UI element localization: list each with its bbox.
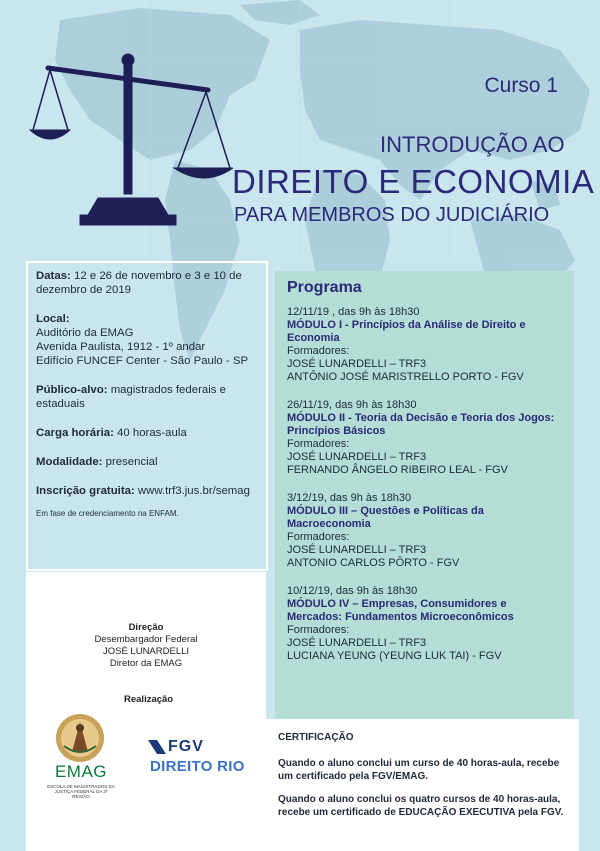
module-title: MÓDULO II - Teoria da Decisão e Teoria dos Jogos: Princípios Básicos [287,412,555,437]
direction-label: Direção [128,622,164,633]
workload-block [36,426,258,440]
registration-link[interactable]: www.trf3.jus.br/semag [137,485,250,497]
realization-label: Realização [124,694,174,705]
module-title: MÓDULO I - Princípios da Análise de Direito e Economia [287,319,526,344]
location-line: Edifício FUNCEF Center - São Paulo - SP [36,355,249,367]
formadores-label: Formadores: [287,624,350,636]
module-block [287,399,562,477]
module-block [287,585,562,663]
instructor: ANTONIO CARLOS PÔRTO - FGV [287,557,460,569]
audience-label: Público-alvo: [36,384,108,396]
module-title: MÓDULO III – Questões e Políticas da Macroeconomia [287,505,484,530]
certification-box [266,719,579,851]
module-date: 3/12/19, das 9h às 18h30 [287,492,412,504]
accreditation-note: Em fase de credenciamento na ENFAM. [36,509,179,518]
modality-value: presencial [105,456,158,468]
direction-line: Desembargador Federal [94,634,198,645]
program-box [275,271,574,719]
title-line-2: DIREITO E ECONOMIA [232,163,595,200]
title-line-3: PARA MEMBROS DO JUDICIÁRIO [234,204,550,226]
program-heading: Programa [287,279,362,296]
emag-subtitle: ESCOLA DE MAGISTRADOS DA JUSTIÇA FEDERAL DA 3ª REGIÃO [47,784,115,799]
dates-value: 12 e 26 de novembro e 3 e 10 de dezembro de 2019 [36,270,242,296]
audience-block [36,383,258,411]
fgv-logo-bottom: DIREITO RIO [150,758,245,775]
location-block [36,312,258,368]
formadores-label: Formadores: [287,531,350,543]
instructor: ANTÔNIO JOSÉ MARISTRELLO PORTO - FGV [287,371,524,383]
workload-label: Carga horária: [36,427,114,439]
dates-label: Datas: [36,270,71,282]
module-date: 10/12/19, das 9h às 18h30 [287,585,418,597]
formadores-label: Formadores: [287,345,350,357]
location-line: Avenida Paulista, 1912 - 1º andar [36,341,206,353]
certification-text-1: Quando o aluno conclui um curso de 40 horas-aula, recebe um certificado pela FGV/EMAG. [278,758,560,782]
registration-label: Inscrição gratuita: [36,485,135,497]
title-line-1: INTRODUÇÃO AO [380,132,565,157]
dates-block [36,269,258,297]
workload-value: 40 horas-aula [117,427,187,439]
module-date: 26/11/19, das 9h às 18h30 [287,399,417,411]
instructor: LUCIANA YEUNG (YEUNG LUK TAI) - FGV [287,650,502,662]
fgv-logo-top: FGV [168,738,204,755]
fgv-arrow-icon [148,740,166,754]
instructor: FERNANDO ÂNGELO RIBEIRO LEAL - FGV [287,464,508,476]
audience-value: magistrados federais e estaduais [36,384,226,410]
scales-of-justice-icon [28,50,233,235]
instructor: JOSÉ LUNARDELLI – TRF3 [287,637,427,649]
instructor: JOSÉ LUNARDELLI – TRF3 [287,451,427,463]
certification-text-2: Quando o aluno conclui os quatro cursos de 40 horas-aula, recebe um certificado de EDUCAÇÃO EXECUTIVA pela FGV. [278,794,564,818]
location-label: Local: [36,313,70,325]
module-title: MÓDULO IV – Empresas, Consumidores e Mercados: Fundamentos Microeconômicos [287,598,514,623]
registration-block [36,484,258,498]
organizers-panel [26,572,266,851]
direction-line: JOSÉ LUNARDELLI [102,646,190,657]
modality-label: Modalidade: [36,456,103,468]
formadores-label: Formadores: [287,438,350,450]
module-date: 12/11/19 , das 9h às 18h30 [287,306,420,318]
module-block [287,492,562,570]
modality-block [36,455,258,469]
instructor: JOSÉ LUNARDELLI – TRF3 [287,358,427,370]
instructor: JOSÉ LUNARDELLI – TRF3 [287,544,427,556]
certification-title: CERTIFICAÇÃO [278,732,354,743]
direction-block [26,622,266,670]
module-block [287,306,562,384]
course-number: Curso 1 [484,74,558,97]
event-info-box [26,261,268,571]
direction-line: Diretor da EMAG [109,658,183,669]
emag-logo-text: EMAG [54,762,108,781]
location-line: Auditório da EMAG [36,327,134,339]
